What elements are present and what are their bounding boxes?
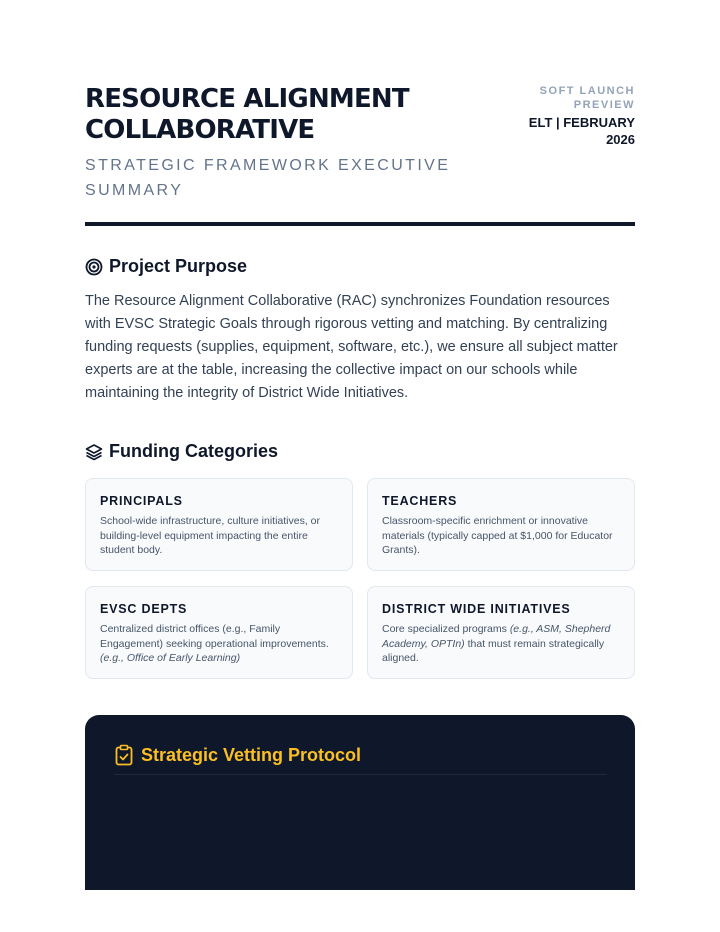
release-tag: SOFT LAUNCH PREVIEW: [539, 85, 635, 111]
category-description-text: Core specialized programs: [382, 623, 507, 635]
header-meta: [515, 84, 635, 148]
category-example: (e.g., Office of Early Learning): [100, 652, 241, 664]
category-description-text: Centralized district offices (e.g., Family Engagement) seeking operational improvements.: [100, 623, 329, 650]
target-icon: [85, 258, 103, 276]
category-description-text: that must remain strategically aligned.: [382, 637, 605, 664]
category-card-district-wide: [367, 586, 635, 679]
release-date: ELT | FEBRUARY 2026: [528, 115, 635, 147]
purpose-heading: Project Purpose: [109, 256, 248, 276]
category-card-principals: [85, 478, 353, 571]
page-title: RESOURCE ALIGNMENT COLLABORATIVE: [85, 84, 409, 145]
category-description: [382, 622, 620, 666]
clipboard-check-icon: [114, 744, 134, 766]
layers-icon: [85, 443, 103, 461]
protocol-heading: Strategic Vetting Protocol: [141, 745, 362, 765]
vetting-protocol-panel: [85, 715, 635, 890]
categories-heading: Funding Categories: [109, 441, 279, 461]
category-description: School-wide infrastructure, culture initiatives, or building-level equipment impacting the entire student body.: [100, 515, 321, 556]
protocol-heading-row: [114, 744, 607, 775]
category-card-teachers: [367, 478, 635, 571]
category-title: EVSC DEPTS: [100, 602, 188, 616]
purpose-section-heading: [85, 256, 247, 277]
category-title: DISTRICT WIDE INITIATIVES: [382, 602, 571, 616]
document-header: [85, 84, 635, 226]
category-description: Classroom-specific enrichment or innovative materials (typically capped at $1,000 for Educator Grants).: [382, 515, 613, 556]
categories-section-heading: [85, 441, 278, 462]
purpose-body: The Resource Alignment Collaborative (RAC) synchronizes Foundation resources with EVSC Strategic Goals through rigorous vetting and matching. By centralizing funding requests (supplies, equipment, software, etc.), we ensure all subject matter experts are at the table, increasing the collective impact on our schools while maintaining the integrity of District Wide Initiatives.: [85, 293, 618, 401]
category-title: PRINCIPALS: [100, 494, 183, 508]
page-subtitle: STRATEGIC FRAMEWORK EXECUTIVE SUMMARY: [85, 157, 451, 199]
category-description: [100, 622, 338, 666]
category-card-evsc-depts: [85, 586, 353, 679]
category-example: (e.g., ASM, Shepherd Academy, OPTIn): [382, 623, 611, 650]
category-title: TEACHERS: [382, 494, 458, 508]
